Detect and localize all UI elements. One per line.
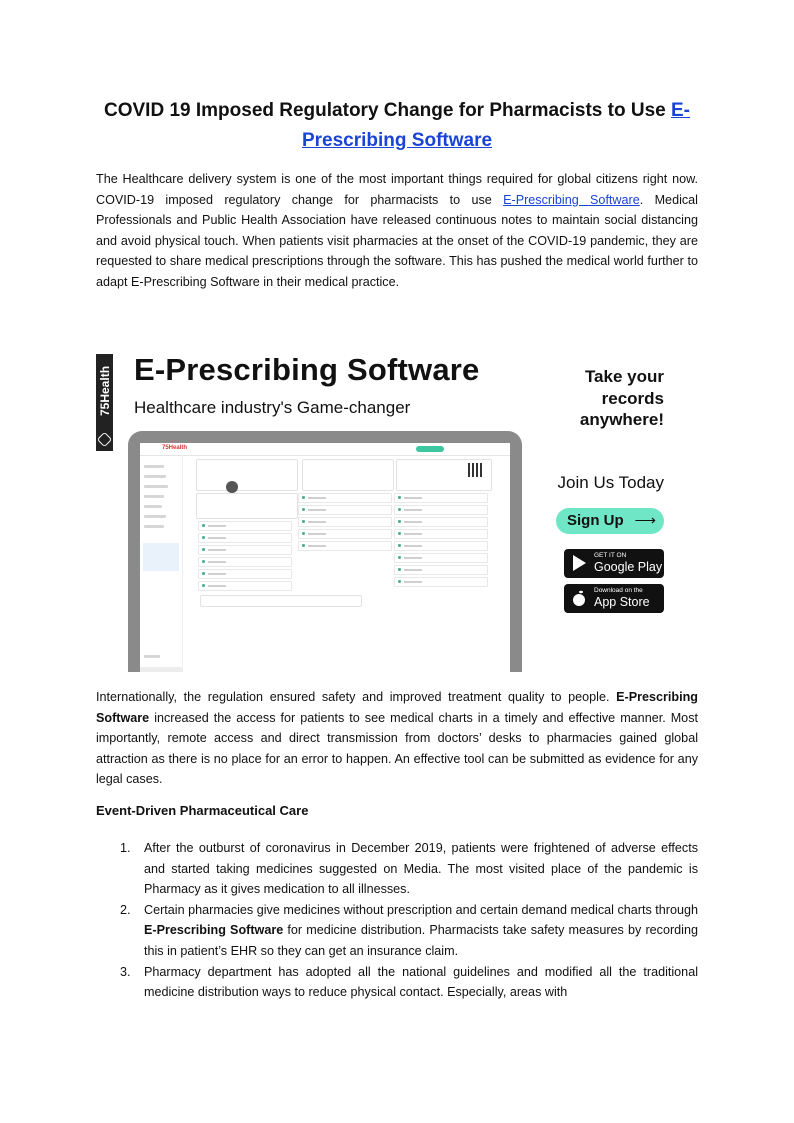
promo-banner — [96, 350, 698, 672]
sign-up-button[interactable] — [556, 508, 664, 534]
google-play-badge[interactable] — [564, 549, 664, 578]
arrow-right-icon: ⟶ — [634, 512, 656, 529]
regulation-paragraph — [96, 687, 698, 790]
play-triangle-icon — [570, 554, 588, 572]
google-small-text: GET IT ON — [594, 552, 627, 559]
intro-link[interactable]: E-Prescribing Software — [503, 192, 640, 207]
list-text: After the outburst of coronavirus in December 2019, patients were frightened of adverse effects and started taking medicines suggested on Media. The most visited place of the pandemic is Pharmacy as it gives medication to all illnesses. — [144, 841, 698, 897]
list-item — [96, 962, 698, 1003]
list-item — [96, 900, 698, 962]
section-heading: Event-Driven Pharmaceutical Care — [96, 803, 309, 818]
intro-text-end: . Medical Professionals and Public Health Association have released continuous notes to maintain social distancing and avoid physical touch. When patients visit pharmacies at the onset of the COVID-19 pandemic, they are requested to share medical prescriptions through the software. This has pushed the medical world further to adapt E-Prescribing Software in their medical practice. — [96, 192, 698, 289]
apple-small-text: Download on the — [594, 587, 643, 594]
apple-icon — [570, 589, 588, 607]
banner-subheadline: Healthcare industry's Game-changer — [134, 398, 411, 417]
brand-name: 75Health — [98, 365, 112, 416]
title-link[interactable]: E-Prescribing Software — [301, 100, 690, 151]
para2-text: Internationally, the regulation ensured safety and improved treatment quality to people. — [96, 690, 617, 704]
brand-logo-icon — [97, 432, 113, 448]
list-item — [96, 838, 698, 900]
list-bold: E-Prescribing Software — [144, 923, 284, 938]
brand-vertical-bar — [96, 354, 113, 451]
page-title — [96, 96, 698, 156]
join-us-text: Join Us Today — [557, 473, 664, 492]
list-number: 1. — [120, 841, 131, 855]
intro-paragraph — [96, 169, 698, 293]
banner-tagline: Take your records anywhere! — [579, 367, 664, 429]
list-text-end: for medicine distribution. Pharmacists take safety measures by recording this in patient’s EHR so they can get an insurance claim. — [144, 923, 698, 958]
app-sidebar — [140, 455, 183, 672]
list-text: Pharmacy department has adopted all the national guidelines and modified all the traditional medicine distribution ways to reduce physical contact. Especially, areas with — [144, 964, 698, 1000]
list-number: 2. — [120, 902, 131, 917]
app-store-badge[interactable] — [564, 584, 664, 613]
apple-big-text: App Store — [594, 595, 650, 609]
sign-up-label: Sign Up — [567, 512, 624, 529]
list-text: Certain pharmacies give medicines without prescription and certain demand medical charts through — [144, 902, 698, 917]
app-logo: 75Health — [162, 445, 188, 451]
app-topbar — [140, 443, 510, 456]
google-big-text: Google Play — [594, 560, 663, 574]
app-screenshot — [140, 443, 510, 672]
para2-text-end: increased the access for patients to see medical charts in a timely and effective manner. Most importantly, remote access and direct transmission from doctors’ desks to pharmacies gained global attraction as there is no place for an error to happen. An effective tool can be submitted as evidence for any legal cases. — [96, 710, 698, 787]
app-status-pill — [416, 446, 444, 452]
title-text: COVID 19 Imposed Regulatory Change for Pharmacists to Use — [104, 100, 671, 121]
numbered-list — [96, 838, 698, 1003]
list-number: 3. — [120, 964, 131, 979]
banner-headline: E-Prescribing Software — [134, 352, 480, 387]
intro-text: The Healthcare delivery system is one of the most important things required for global citizens right now. COVID-19 imposed regulatory change for pharmacists to use — [96, 172, 698, 207]
para2-bold: E-Prescribing Software — [96, 690, 698, 725]
